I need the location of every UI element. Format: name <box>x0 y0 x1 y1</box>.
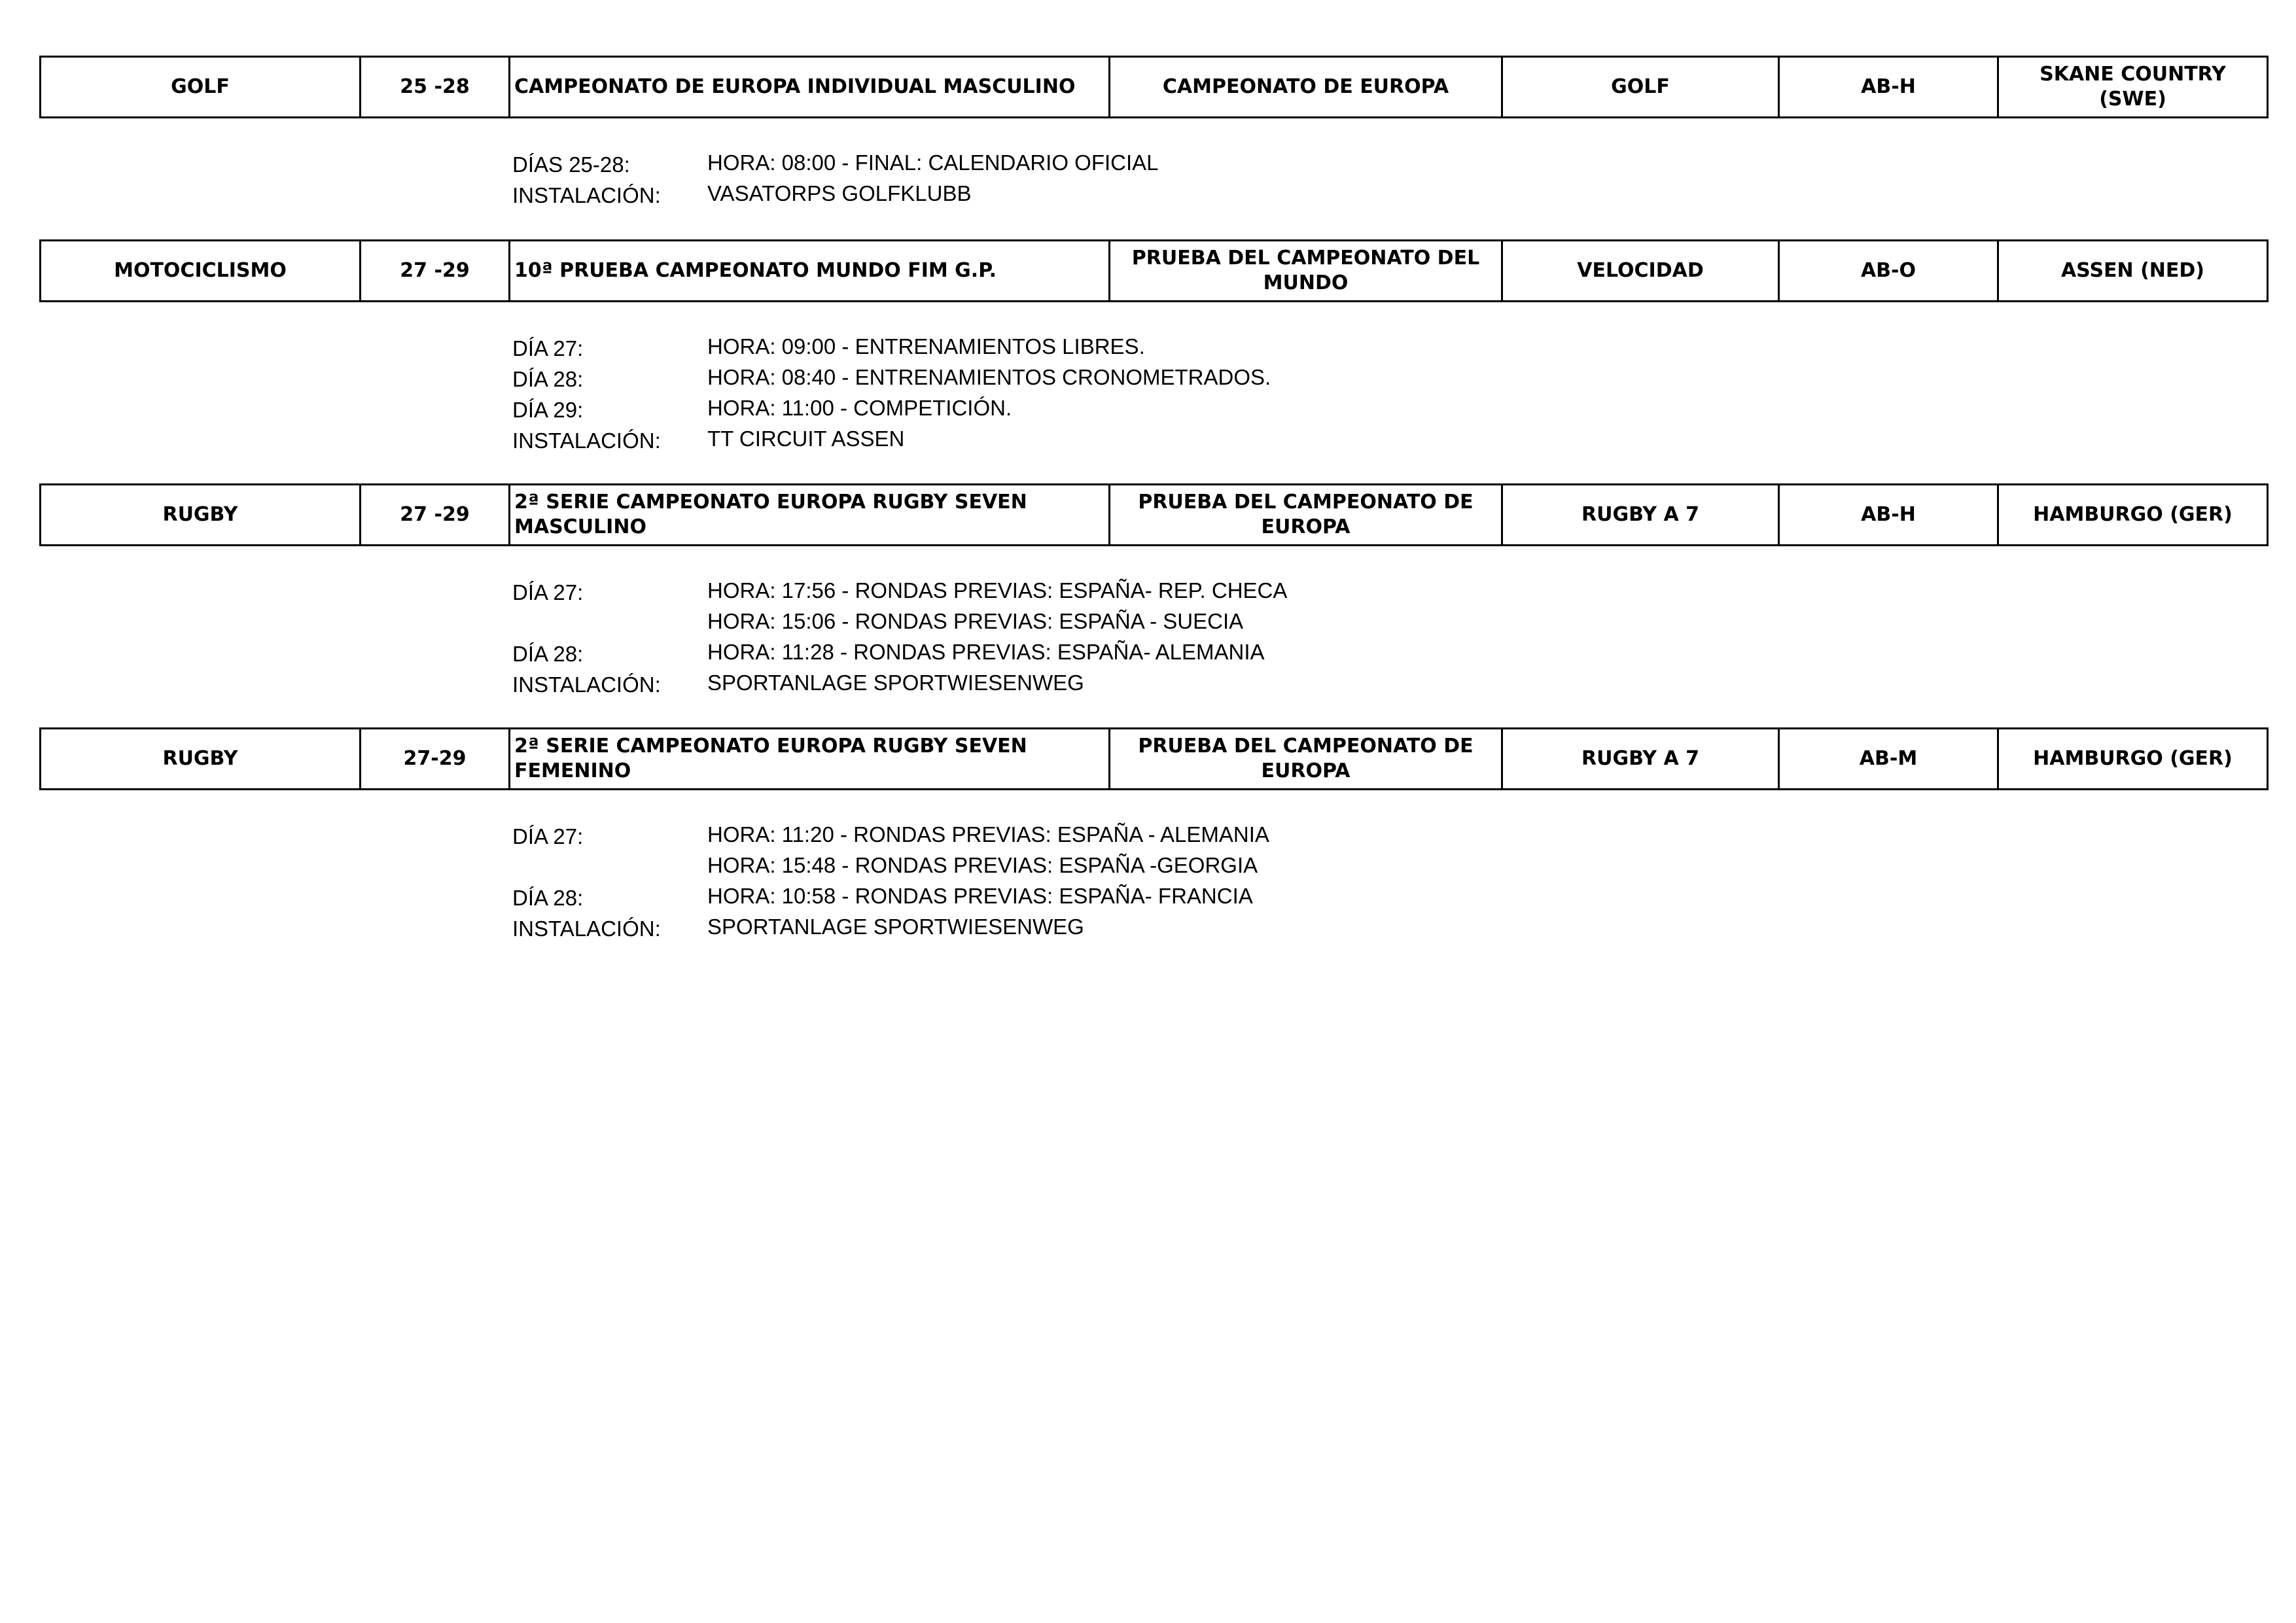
detail-row <box>512 881 2267 911</box>
dates-cell: 27-29 <box>361 729 510 790</box>
schedule-text: HORA: 11:20 - RONDAS PREVIAS: ESPAÑA - ALEMANIA <box>707 822 1269 846</box>
sport-cell: RUGBY <box>41 485 361 546</box>
category-cell: AB-M <box>1779 729 1998 790</box>
discipline-cell: GOLF <box>1502 57 1779 118</box>
day-label: DÍA 27: <box>512 580 584 604</box>
event-type-cell: PRUEBA DEL CAMPEONATO DE EUROPA <box>1110 485 1502 546</box>
detail-row <box>512 667 2267 698</box>
schedule-text: HORA: 11:28 - RONDAS PREVIAS: ESPAÑA- ALEMANIA <box>707 640 1265 664</box>
detail-row <box>512 423 2267 454</box>
schedule-text: HORA: 08:00 - FINAL: CALENDARIO OFICIAL <box>707 150 1159 175</box>
venue-label: INSTALACIÓN: <box>512 428 661 453</box>
detail-row <box>512 147 2267 178</box>
sport-cell: GOLF <box>41 57 361 118</box>
event-name-cell: 2ª SERIE CAMPEONATO EUROPA RUGBY SEVEN FEMENINO <box>510 729 1110 790</box>
schedule-text: HORA: 15:06 - RONDAS PREVIAS: ESPAÑA - SUECIA <box>707 609 1244 633</box>
event-details <box>512 575 2267 698</box>
sport-cell: RUGBY <box>41 729 361 790</box>
event-block-golf <box>39 56 2267 209</box>
detail-row <box>512 178 2267 209</box>
venue-text: SPORTANLAGE SPORTWIESENWEG <box>707 671 1084 695</box>
discipline-cell: RUGBY A 7 <box>1502 485 1779 546</box>
event-table <box>39 239 2269 302</box>
event-table <box>39 56 2269 118</box>
day-label: DÍA 27: <box>512 336 584 360</box>
detail-row <box>512 850 2267 881</box>
schedule-text: HORA: 17:56 - RONDAS PREVIAS: ESPAÑA- REP. CHECA <box>707 578 1288 602</box>
event-name-cell: 10ª PRUEBA CAMPEONATO MUNDO FIM G.P. <box>510 241 1110 302</box>
event-block-rugby-femenino <box>39 727 2267 942</box>
venue-text: VASATORPS GOLFKLUBB <box>707 181 972 205</box>
detail-row <box>512 911 2267 942</box>
discipline-cell: VELOCIDAD <box>1502 241 1779 302</box>
event-details <box>512 147 2267 209</box>
category-cell: AB-H <box>1779 57 1998 118</box>
event-name-cell: CAMPEONATO DE EUROPA INDIVIDUAL MASCULINO <box>510 57 1110 118</box>
day-label: DÍA 29: <box>512 398 584 422</box>
day-label: DÍA 28: <box>512 367 584 391</box>
event-details <box>512 331 2267 454</box>
detail-row <box>512 637 2267 667</box>
event-type-cell: PRUEBA DEL CAMPEONATO DE EUROPA <box>1110 729 1502 790</box>
location-cell: HAMBURGO (GER) <box>1998 729 2268 790</box>
table-row <box>41 729 2268 790</box>
detail-row <box>512 393 2267 423</box>
venue-label: INSTALACIÓN: <box>512 183 661 207</box>
detail-row <box>512 575 2267 606</box>
venue-text: TT CIRCUIT ASSEN <box>707 427 905 451</box>
day-label: DÍAS 25-28: <box>512 152 630 177</box>
category-cell: AB-H <box>1779 485 1998 546</box>
schedule-text: HORA: 10:58 - RONDAS PREVIAS: ESPAÑA- FRANCIA <box>707 884 1253 908</box>
schedule-text: HORA: 08:40 - ENTRENAMIENTOS CRONOMETRADOS. <box>707 365 1271 389</box>
location-cell: ASSEN (NED) <box>1998 241 2268 302</box>
venue-label: INSTALACIÓN: <box>512 916 661 941</box>
event-type-cell: CAMPEONATO DE EUROPA <box>1110 57 1502 118</box>
day-label: DÍA 27: <box>512 824 584 848</box>
table-row <box>41 57 2268 118</box>
event-table <box>39 727 2269 790</box>
sport-cell: MOTOCICLISMO <box>41 241 361 302</box>
table-row <box>41 485 2268 546</box>
detail-row <box>512 819 2267 850</box>
dates-cell: 27 -29 <box>361 485 510 546</box>
schedule-text: HORA: 09:00 - ENTRENAMIENTOS LIBRES. <box>707 334 1145 358</box>
event-block-motociclismo <box>39 239 2267 454</box>
location-cell: SKANE COUNTRY (SWE) <box>1998 57 2268 118</box>
event-table <box>39 483 2269 546</box>
discipline-cell: RUGBY A 7 <box>1502 729 1779 790</box>
venue-label: INSTALACIÓN: <box>512 672 661 697</box>
dates-cell: 25 -28 <box>361 57 510 118</box>
schedule-text: HORA: 15:48 - RONDAS PREVIAS: ESPAÑA -GEORGIA <box>707 853 1258 877</box>
event-name-cell: 2ª SERIE CAMPEONATO EUROPA RUGBY SEVEN MASCULINO <box>510 485 1110 546</box>
event-details <box>512 819 2267 942</box>
location-cell: HAMBURGO (GER) <box>1998 485 2268 546</box>
detail-row <box>512 606 2267 637</box>
detail-row <box>512 331 2267 362</box>
venue-text: SPORTANLAGE SPORTWIESENWEG <box>707 915 1084 939</box>
table-row <box>41 241 2268 302</box>
event-type-cell: PRUEBA DEL CAMPEONATO DEL MUNDO <box>1110 241 1502 302</box>
detail-row <box>512 362 2267 393</box>
schedule-text: HORA: 11:00 - COMPETICIÓN. <box>707 396 1012 420</box>
dates-cell: 27 -29 <box>361 241 510 302</box>
event-block-rugby-masculino <box>39 483 2267 698</box>
day-label: DÍA 28: <box>512 886 584 910</box>
day-label: DÍA 28: <box>512 642 584 666</box>
category-cell: AB-O <box>1779 241 1998 302</box>
